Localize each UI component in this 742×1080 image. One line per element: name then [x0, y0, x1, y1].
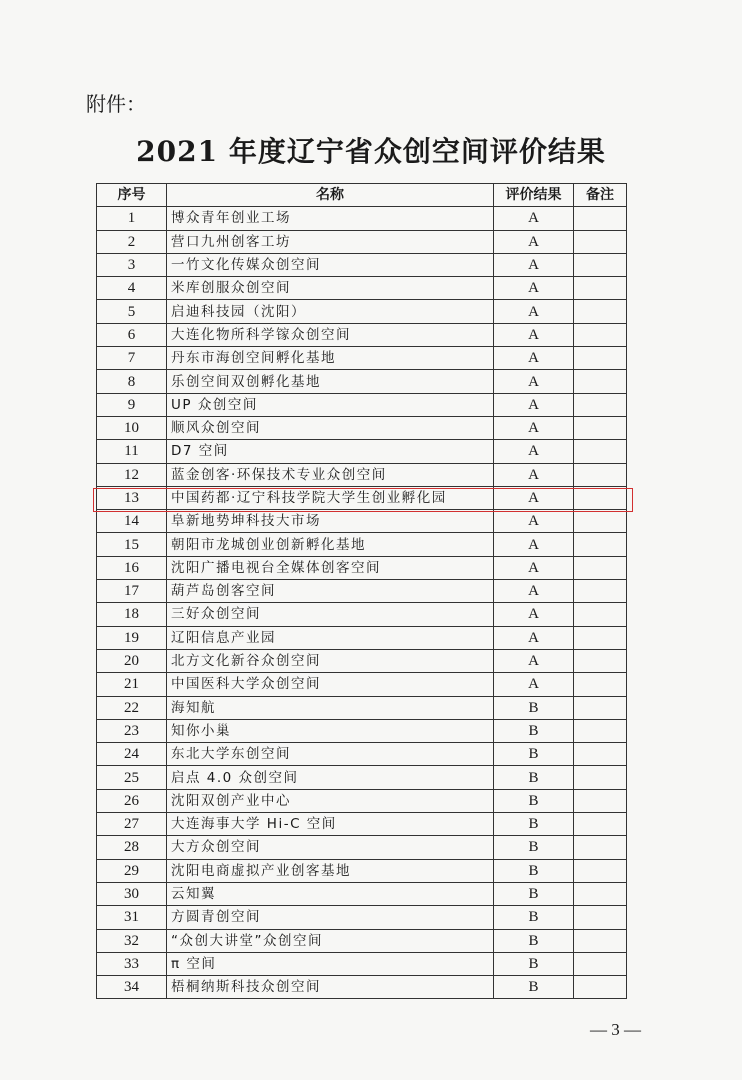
row-name: 营口九州创客工坊: [167, 230, 494, 253]
row-number: 18: [97, 603, 167, 626]
row-result: B: [494, 836, 574, 859]
row-note: [574, 859, 627, 882]
row-number: 1: [97, 207, 167, 230]
row-result: A: [494, 323, 574, 346]
row-result: B: [494, 929, 574, 952]
table-row: [97, 533, 627, 556]
table-row: [97, 277, 627, 300]
page-title: 2021 年度辽宁省众创空间评价结果: [136, 135, 606, 168]
table-row: [97, 510, 627, 533]
row-result: A: [494, 510, 574, 533]
row-name: 沈阳双创产业中心: [167, 789, 494, 812]
row-number: 7: [97, 347, 167, 370]
row-result: B: [494, 906, 574, 929]
row-number: 22: [97, 696, 167, 719]
table-row: [97, 347, 627, 370]
row-result: A: [494, 463, 574, 486]
row-result: A: [494, 626, 574, 649]
table-row: [97, 649, 627, 672]
row-name: 蓝金创客·环保技术专业众创空间: [167, 463, 494, 486]
row-result: B: [494, 789, 574, 812]
row-note: [574, 952, 627, 975]
table-body: [97, 207, 627, 999]
row-name: 中国医科大学众创空间: [167, 673, 494, 696]
row-result: A: [494, 580, 574, 603]
table-row: [97, 486, 627, 509]
row-name: 海知航: [167, 696, 494, 719]
row-note: [574, 323, 627, 346]
row-number: 3: [97, 253, 167, 276]
table-row: [97, 882, 627, 905]
row-result: A: [494, 370, 574, 393]
row-note: [574, 416, 627, 439]
row-result: B: [494, 976, 574, 999]
attachment-label: 附件：: [86, 92, 146, 116]
row-note: [574, 673, 627, 696]
row-number: 34: [97, 976, 167, 999]
row-number: 16: [97, 556, 167, 579]
row-number: 4: [97, 277, 167, 300]
row-note: [574, 603, 627, 626]
row-number: 33: [97, 952, 167, 975]
table-row: [97, 673, 627, 696]
row-result: B: [494, 952, 574, 975]
row-result: A: [494, 277, 574, 300]
table-row: [97, 766, 627, 789]
row-result: A: [494, 603, 574, 626]
row-name: 启迪科技园（沈阳）: [167, 300, 494, 323]
row-note: [574, 743, 627, 766]
row-note: [574, 207, 627, 230]
row-name: 大方众创空间: [167, 836, 494, 859]
row-note: [574, 906, 627, 929]
table-row: [97, 323, 627, 346]
row-result: B: [494, 743, 574, 766]
row-note: [574, 347, 627, 370]
row-note: [574, 976, 627, 999]
row-number: 25: [97, 766, 167, 789]
table-row: [97, 789, 627, 812]
row-number: 13: [97, 486, 167, 509]
row-name: 中国药都·辽宁科技学院大学生创业孵化园: [167, 486, 494, 509]
row-note: [574, 882, 627, 905]
row-name: “众创大讲堂”众创空间: [167, 929, 494, 952]
row-number: 23: [97, 719, 167, 742]
row-note: [574, 370, 627, 393]
table-row: [97, 626, 627, 649]
row-result: A: [494, 230, 574, 253]
row-result: A: [494, 533, 574, 556]
row-note: [574, 719, 627, 742]
row-result: B: [494, 813, 574, 836]
row-note: [574, 836, 627, 859]
row-note: [574, 463, 627, 486]
table-row: [97, 952, 627, 975]
table-row: [97, 743, 627, 766]
table-row: [97, 230, 627, 253]
table-row: [97, 300, 627, 323]
row-result: A: [494, 347, 574, 370]
row-note: [574, 929, 627, 952]
row-name: 米库创服众创空间: [167, 277, 494, 300]
row-number: 27: [97, 813, 167, 836]
row-number: 6: [97, 323, 167, 346]
row-result: A: [494, 207, 574, 230]
row-name: UP 众创空间: [167, 393, 494, 416]
row-note: [574, 696, 627, 719]
row-number: 12: [97, 463, 167, 486]
row-number: 31: [97, 906, 167, 929]
table-row: [97, 393, 627, 416]
table-row: [97, 976, 627, 999]
row-note: [574, 393, 627, 416]
table-row: [97, 440, 627, 463]
row-note: [574, 533, 627, 556]
table-row: [97, 556, 627, 579]
row-result: A: [494, 300, 574, 323]
row-note: [574, 510, 627, 533]
row-name: π 空间: [167, 952, 494, 975]
row-result: B: [494, 719, 574, 742]
row-number: 9: [97, 393, 167, 416]
row-number: 19: [97, 626, 167, 649]
table-row: [97, 253, 627, 276]
row-name: 方圆青创空间: [167, 906, 494, 929]
row-note: [574, 766, 627, 789]
row-number: 14: [97, 510, 167, 533]
row-name: 启点 4.0 众创空间: [167, 766, 494, 789]
results-table: [96, 183, 627, 999]
row-result: A: [494, 416, 574, 439]
row-name: 乐创空间双创孵化基地: [167, 370, 494, 393]
row-name: 沈阳电商虚拟产业创客基地: [167, 859, 494, 882]
table-row: [97, 719, 627, 742]
row-note: [574, 440, 627, 463]
table-row: [97, 463, 627, 486]
row-name: 云知翼: [167, 882, 494, 905]
table-row: [97, 207, 627, 230]
table-row: [97, 836, 627, 859]
row-number: 10: [97, 416, 167, 439]
row-note: [574, 277, 627, 300]
row-number: 15: [97, 533, 167, 556]
table-row: [97, 603, 627, 626]
row-number: 5: [97, 300, 167, 323]
row-note: [574, 580, 627, 603]
row-name: 梧桐纳斯科技众创空间: [167, 976, 494, 999]
row-name: 知你小巢: [167, 719, 494, 742]
row-name: 丹东市海创空间孵化基地: [167, 347, 494, 370]
row-name: 博众青年创业工场: [167, 207, 494, 230]
row-result: A: [494, 253, 574, 276]
row-number: 30: [97, 882, 167, 905]
table-row: [97, 696, 627, 719]
row-note: [574, 230, 627, 253]
header-number: 序号: [97, 184, 167, 207]
row-note: [574, 253, 627, 276]
row-number: 26: [97, 789, 167, 812]
table-row: [97, 906, 627, 929]
row-number: 2: [97, 230, 167, 253]
row-result: A: [494, 673, 574, 696]
row-number: 8: [97, 370, 167, 393]
row-name: 北方文化新谷众创空间: [167, 649, 494, 672]
row-name: 东北大学东创空间: [167, 743, 494, 766]
row-name: 顺风众创空间: [167, 416, 494, 439]
row-number: 29: [97, 859, 167, 882]
table-row: [97, 580, 627, 603]
row-name: 葫芦岛创客空间: [167, 580, 494, 603]
row-name: 大连海事大学 Hi-C 空间: [167, 813, 494, 836]
row-name: 三好众创空间: [167, 603, 494, 626]
row-name: 沈阳广播电视台全媒体创客空间: [167, 556, 494, 579]
table-row: [97, 859, 627, 882]
row-number: 20: [97, 649, 167, 672]
row-result: A: [494, 393, 574, 416]
row-number: 28: [97, 836, 167, 859]
row-name: 辽阳信息产业园: [167, 626, 494, 649]
row-number: 17: [97, 580, 167, 603]
row-result: B: [494, 882, 574, 905]
table-row: [97, 813, 627, 836]
row-name: 一竹文化传媒众创空间: [167, 253, 494, 276]
row-note: [574, 649, 627, 672]
row-number: 11: [97, 440, 167, 463]
row-note: [574, 789, 627, 812]
row-number: 24: [97, 743, 167, 766]
row-note: [574, 300, 627, 323]
row-note: [574, 626, 627, 649]
row-name: D7 空间: [167, 440, 494, 463]
header-note: 备注: [574, 184, 627, 207]
table-header-row: [97, 184, 627, 207]
row-result: B: [494, 766, 574, 789]
row-number: 21: [97, 673, 167, 696]
table-row: [97, 929, 627, 952]
row-result: A: [494, 440, 574, 463]
row-note: [574, 813, 627, 836]
table-row: [97, 370, 627, 393]
row-result: A: [494, 649, 574, 672]
row-name: 朝阳市龙城创业创新孵化基地: [167, 533, 494, 556]
row-result: B: [494, 696, 574, 719]
row-name: 阜新地势坤科技大市场: [167, 510, 494, 533]
header-result: 评价结果: [494, 184, 574, 207]
row-result: A: [494, 556, 574, 579]
row-result: A: [494, 486, 574, 509]
page-number: — 3 —: [590, 1020, 641, 1039]
row-number: 32: [97, 929, 167, 952]
header-name: 名称: [167, 184, 494, 207]
row-result: B: [494, 859, 574, 882]
row-name: 大连化物所科学镓众创空间: [167, 323, 494, 346]
table-row: [97, 416, 627, 439]
row-note: [574, 486, 627, 509]
row-note: [574, 556, 627, 579]
